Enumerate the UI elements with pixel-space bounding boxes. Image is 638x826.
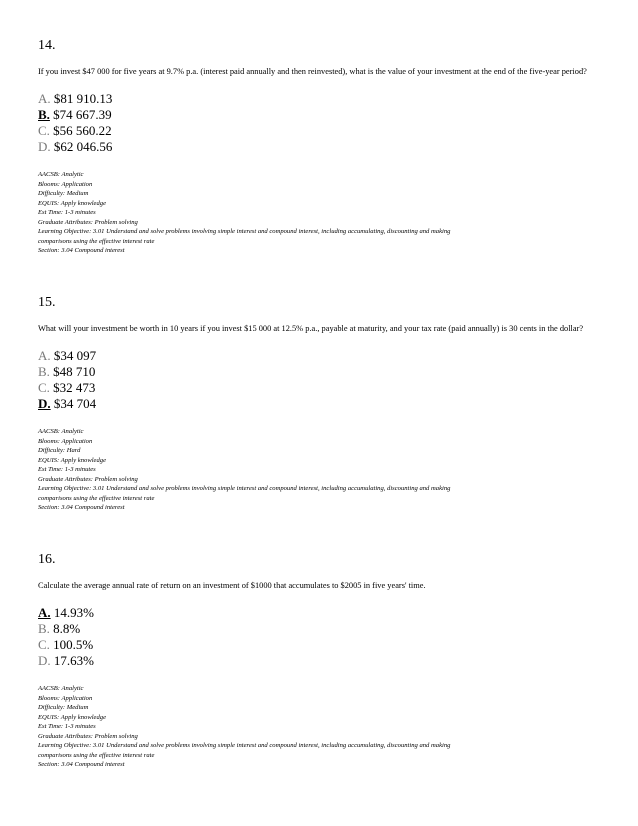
choice-b xyxy=(38,621,604,637)
choice-letter: C. xyxy=(38,637,50,652)
meta-aacsb: AACSB: Analytic xyxy=(38,685,84,692)
choice-b-correct xyxy=(38,107,604,123)
question-number: 16. xyxy=(38,552,56,567)
meta-difficulty: Difficulty: Medium xyxy=(38,704,89,711)
choice-letter: C. xyxy=(38,123,50,138)
choice-letter: D. xyxy=(38,653,51,668)
meta-learning-objective-cont: comparisons using the effective interest rate xyxy=(38,237,155,245)
choice-letter: B. xyxy=(38,107,50,122)
meta-difficulty: Difficulty: Medium xyxy=(38,190,89,197)
choice-letter: A. xyxy=(38,91,51,106)
choice-value: $34 704 xyxy=(53,396,97,411)
answer-choices xyxy=(38,605,604,669)
meta-est-time: Est Time: 1-3 minutes xyxy=(38,466,96,473)
choice-letter: D. xyxy=(38,139,51,154)
question-number: 14. xyxy=(38,38,56,53)
choice-letter: D. xyxy=(38,396,51,411)
choice-letter: B. xyxy=(38,364,50,379)
choice-value: $81 910.13 xyxy=(53,91,113,106)
meta-blooms: Blooms: Application xyxy=(38,694,93,702)
question-14 xyxy=(38,38,604,256)
question-16 xyxy=(38,552,604,770)
question-metadata xyxy=(38,170,604,256)
choice-d xyxy=(38,653,604,669)
meta-learning-objective: Learning Objective: 3.01 Understand and solve problems involving simple interest and compound interest, including accumulating, discounting and making xyxy=(38,485,451,492)
choice-value: $56 560.22 xyxy=(53,123,112,138)
meta-learning-objective-cont: comparisons using the effective interest rate xyxy=(38,494,155,502)
choice-letter: C. xyxy=(38,380,50,395)
question-number: 15. xyxy=(38,295,56,310)
answer-choices xyxy=(38,348,604,412)
choice-c xyxy=(38,123,604,139)
meta-graduate-attributes: Graduate Attributes: Problem solving xyxy=(38,475,138,483)
choice-b xyxy=(38,364,604,380)
choice-a xyxy=(38,348,604,364)
choice-a-correct xyxy=(38,605,604,621)
meta-est-time: Est Time: 1-3 minutes xyxy=(38,209,96,216)
meta-blooms: Blooms: Application xyxy=(38,437,93,445)
meta-blooms: Blooms: Application xyxy=(38,180,93,188)
meta-aacsb: AACSB: Analytic xyxy=(38,428,84,435)
meta-section: Section: 3.04 Compound interest xyxy=(38,504,125,511)
choice-value: $62 046.56 xyxy=(53,139,113,154)
meta-aacsb: AACSB: Analytic xyxy=(38,171,84,178)
question-text: Calculate the average annual rate of return on an investment of $1000 that accumulates to $2005 in five years' time. xyxy=(38,581,426,590)
choice-d-correct xyxy=(38,396,604,412)
question-15 xyxy=(38,295,604,513)
choice-a xyxy=(38,91,604,107)
choice-c xyxy=(38,380,604,396)
answer-choices xyxy=(38,91,604,155)
meta-graduate-attributes: Graduate Attributes: Problem solving xyxy=(38,732,138,740)
meta-learning-objective: Learning Objective: 3.01 Understand and solve problems involving simple interest and compound interest, including accumulating, discounting and making xyxy=(38,228,451,235)
question-text: What will your investment be worth in 10 years if you invest $15 000 at 12.5% p.a., payable at maturity, and your tax rate (paid annually) is 30 cents in the dollar? xyxy=(38,324,584,333)
meta-section: Section: 3.04 Compound interest xyxy=(38,761,125,768)
meta-learning-objective-cont: comparisons using the effective interest rate xyxy=(38,751,155,759)
meta-equis: EQUIS: Apply knowledge xyxy=(38,199,106,207)
meta-equis: EQUIS: Apply knowledge xyxy=(38,456,106,464)
question-metadata xyxy=(38,427,604,513)
choice-value: $34 097 xyxy=(53,348,97,363)
choice-value: $74 667.39 xyxy=(53,107,112,122)
meta-difficulty: Difficulty: Hard xyxy=(38,447,81,454)
choice-value: 8.8% xyxy=(53,621,81,636)
meta-section: Section: 3.04 Compound interest xyxy=(38,247,125,254)
meta-graduate-attributes: Graduate Attributes: Problem solving xyxy=(38,218,138,226)
choice-value: $32 473 xyxy=(53,380,96,395)
meta-est-time: Est Time: 1-3 minutes xyxy=(38,723,96,730)
meta-equis: EQUIS: Apply knowledge xyxy=(38,713,106,721)
choice-c xyxy=(38,637,604,653)
choice-letter: B. xyxy=(38,621,50,636)
meta-learning-objective: Learning Objective: 3.01 Understand and solve problems involving simple interest and compound interest, including accumulating, discounting and making xyxy=(38,742,451,749)
choice-value: 17.63% xyxy=(53,653,94,668)
choice-letter: A. xyxy=(38,348,51,363)
question-text: If you invest $47 000 for five years at 9.7% p.a. (interest paid annually and then reinvested), what is the value of your investment at the end of the five-year period? xyxy=(38,67,587,76)
choice-value: 14.93% xyxy=(53,605,94,620)
choice-letter: A. xyxy=(38,605,51,620)
choice-value: 100.5% xyxy=(53,637,94,652)
choice-value: $48 710 xyxy=(53,364,96,379)
question-metadata xyxy=(38,684,604,770)
choice-d xyxy=(38,139,604,155)
